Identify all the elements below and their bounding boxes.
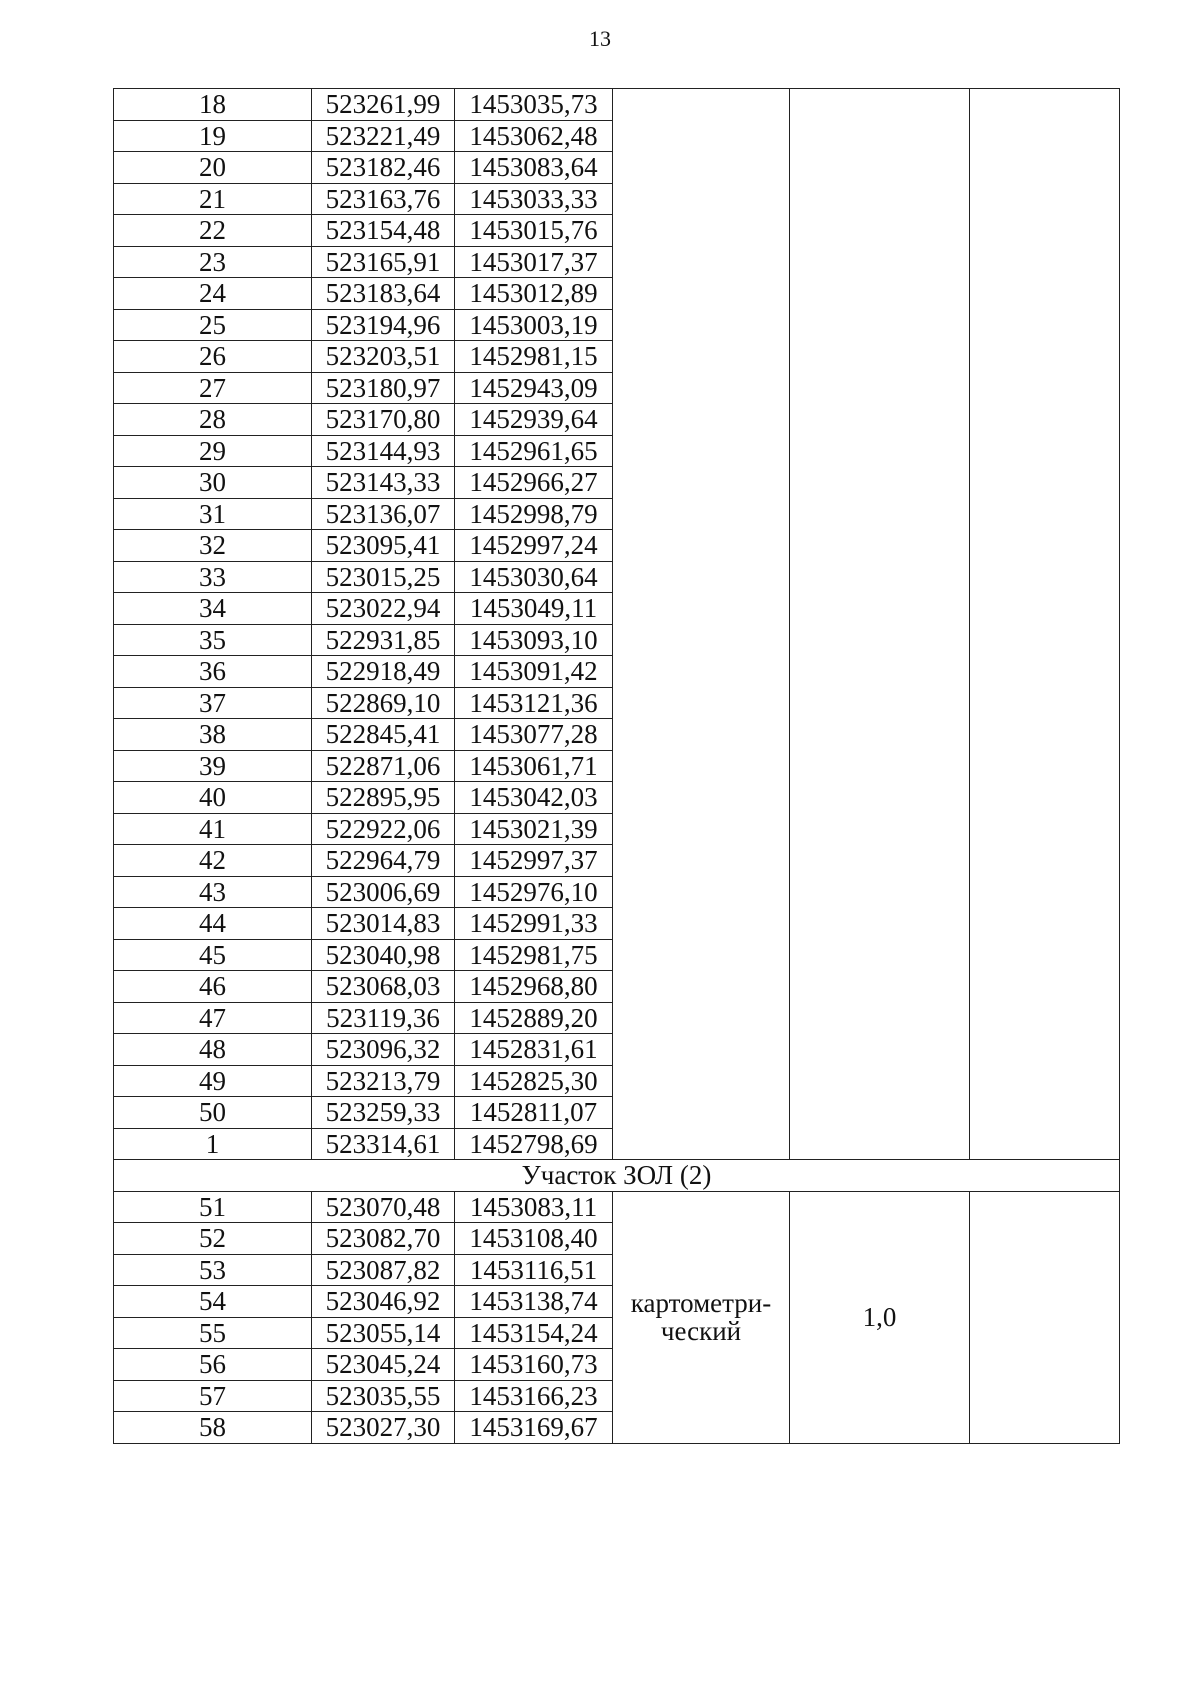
x-coordinate-cell: 522931,85 — [312, 624, 455, 656]
y-coordinate-cell: 1453042,03 — [455, 782, 613, 814]
point-number-cell: 48 — [114, 1034, 312, 1066]
point-number-cell: 51 — [114, 1191, 312, 1223]
x-coordinate-cell: 523006,69 — [312, 876, 455, 908]
y-coordinate-cell: 1453077,28 — [455, 719, 613, 751]
x-coordinate-cell: 523213,79 — [312, 1065, 455, 1097]
x-coordinate-cell: 523183,64 — [312, 278, 455, 310]
y-coordinate-cell: 1452998,79 — [455, 498, 613, 530]
method-cell — [613, 89, 790, 1160]
y-coordinate-cell: 1453003,19 — [455, 309, 613, 341]
point-number-cell: 54 — [114, 1286, 312, 1318]
coordinates-table-body — [114, 89, 1120, 1444]
point-number-cell: 28 — [114, 404, 312, 436]
point-number-cell: 29 — [114, 435, 312, 467]
y-coordinate-cell: 1453033,33 — [455, 183, 613, 215]
y-coordinate-cell: 1453061,71 — [455, 750, 613, 782]
point-number-cell: 43 — [114, 876, 312, 908]
accuracy-cell — [790, 89, 970, 1160]
y-coordinate-cell: 1453116,51 — [455, 1254, 613, 1286]
point-number-cell: 34 — [114, 593, 312, 625]
x-coordinate-cell: 523027,30 — [312, 1412, 455, 1444]
point-number-cell: 44 — [114, 908, 312, 940]
y-coordinate-cell: 1452798,69 — [455, 1128, 613, 1160]
y-coordinate-cell: 1453062,48 — [455, 120, 613, 152]
point-number-cell: 1 — [114, 1128, 312, 1160]
y-coordinate-cell: 1453160,73 — [455, 1349, 613, 1381]
x-coordinate-cell: 523055,14 — [312, 1317, 455, 1349]
x-coordinate-cell: 523259,33 — [312, 1097, 455, 1129]
point-number-cell: 46 — [114, 971, 312, 1003]
point-number-cell: 56 — [114, 1349, 312, 1381]
point-number-cell: 47 — [114, 1002, 312, 1034]
point-number-cell: 52 — [114, 1223, 312, 1255]
x-coordinate-cell: 523261,99 — [312, 89, 455, 121]
point-number-cell: 39 — [114, 750, 312, 782]
point-number-cell: 40 — [114, 782, 312, 814]
y-coordinate-cell: 1452997,37 — [455, 845, 613, 877]
y-coordinate-cell: 1453121,36 — [455, 687, 613, 719]
y-coordinate-cell: 1453166,23 — [455, 1380, 613, 1412]
y-coordinate-cell: 1453030,64 — [455, 561, 613, 593]
point-number-cell: 20 — [114, 152, 312, 184]
y-coordinate-cell: 1452966,27 — [455, 467, 613, 499]
note-cell — [970, 89, 1120, 1160]
point-number-cell: 58 — [114, 1412, 312, 1444]
x-coordinate-cell: 523070,48 — [312, 1191, 455, 1223]
y-coordinate-cell: 1452825,30 — [455, 1065, 613, 1097]
table-row — [114, 89, 1120, 121]
x-coordinate-cell: 523165,91 — [312, 246, 455, 278]
x-coordinate-cell: 522964,79 — [312, 845, 455, 877]
point-number-cell: 50 — [114, 1097, 312, 1129]
y-coordinate-cell: 1453049,11 — [455, 593, 613, 625]
x-coordinate-cell: 523014,83 — [312, 908, 455, 940]
x-coordinate-cell: 523143,33 — [312, 467, 455, 499]
x-coordinate-cell: 523170,80 — [312, 404, 455, 436]
point-number-cell: 45 — [114, 939, 312, 971]
x-coordinate-cell: 523015,25 — [312, 561, 455, 593]
point-number-cell: 30 — [114, 467, 312, 499]
y-coordinate-cell: 1452961,65 — [455, 435, 613, 467]
point-number-cell: 18 — [114, 89, 312, 121]
x-coordinate-cell: 523046,92 — [312, 1286, 455, 1318]
point-number-cell: 38 — [114, 719, 312, 751]
x-coordinate-cell: 523082,70 — [312, 1223, 455, 1255]
coordinates-table — [113, 88, 1120, 1444]
y-coordinate-cell: 1452997,24 — [455, 530, 613, 562]
y-coordinate-cell: 1453169,67 — [455, 1412, 613, 1444]
point-number-cell: 31 — [114, 498, 312, 530]
y-coordinate-cell: 1452811,07 — [455, 1097, 613, 1129]
section-row — [114, 1160, 1120, 1192]
point-number-cell: 27 — [114, 372, 312, 404]
point-number-cell: 37 — [114, 687, 312, 719]
x-coordinate-cell: 522845,41 — [312, 719, 455, 751]
point-number-cell: 26 — [114, 341, 312, 373]
note-cell — [970, 1191, 1120, 1443]
y-coordinate-cell: 1452991,33 — [455, 908, 613, 940]
point-number-cell: 24 — [114, 278, 312, 310]
x-coordinate-cell: 523221,49 — [312, 120, 455, 152]
x-coordinate-cell: 523182,46 — [312, 152, 455, 184]
point-number-cell: 19 — [114, 120, 312, 152]
y-coordinate-cell: 1452831,61 — [455, 1034, 613, 1066]
x-coordinate-cell: 522869,10 — [312, 687, 455, 719]
x-coordinate-cell: 523144,93 — [312, 435, 455, 467]
x-coordinate-cell: 523180,97 — [312, 372, 455, 404]
y-coordinate-cell: 1453108,40 — [455, 1223, 613, 1255]
point-number-cell: 25 — [114, 309, 312, 341]
y-coordinate-cell: 1453035,73 — [455, 89, 613, 121]
x-coordinate-cell: 523194,96 — [312, 309, 455, 341]
y-coordinate-cell: 1452981,75 — [455, 939, 613, 971]
y-coordinate-cell: 1453083,64 — [455, 152, 613, 184]
x-coordinate-cell: 523087,82 — [312, 1254, 455, 1286]
y-coordinate-cell: 1452968,80 — [455, 971, 613, 1003]
point-number-cell: 42 — [114, 845, 312, 877]
y-coordinate-cell: 1453091,42 — [455, 656, 613, 688]
x-coordinate-cell: 523136,07 — [312, 498, 455, 530]
point-number-cell: 23 — [114, 246, 312, 278]
point-number-cell: 33 — [114, 561, 312, 593]
page-number: 13 — [589, 26, 611, 51]
y-coordinate-cell: 1453015,76 — [455, 215, 613, 247]
point-number-cell: 55 — [114, 1317, 312, 1349]
x-coordinate-cell: 523068,03 — [312, 971, 455, 1003]
point-number-cell: 41 — [114, 813, 312, 845]
y-coordinate-cell: 1453154,24 — [455, 1317, 613, 1349]
x-coordinate-cell: 523163,76 — [312, 183, 455, 215]
x-coordinate-cell: 522871,06 — [312, 750, 455, 782]
method-cell: картометри- ческий — [613, 1191, 790, 1443]
x-coordinate-cell: 523154,48 — [312, 215, 455, 247]
point-number-cell: 21 — [114, 183, 312, 215]
x-coordinate-cell: 523022,94 — [312, 593, 455, 625]
x-coordinate-cell: 523314,61 — [312, 1128, 455, 1160]
x-coordinate-cell: 523096,32 — [312, 1034, 455, 1066]
point-number-cell: 57 — [114, 1380, 312, 1412]
x-coordinate-cell: 522895,95 — [312, 782, 455, 814]
y-coordinate-cell: 1452943,09 — [455, 372, 613, 404]
y-coordinate-cell: 1452981,15 — [455, 341, 613, 373]
x-coordinate-cell: 522918,49 — [312, 656, 455, 688]
y-coordinate-cell: 1453093,10 — [455, 624, 613, 656]
x-coordinate-cell: 523035,55 — [312, 1380, 455, 1412]
x-coordinate-cell: 523119,36 — [312, 1002, 455, 1034]
accuracy-cell: 1,0 — [790, 1191, 970, 1443]
x-coordinate-cell: 523045,24 — [312, 1349, 455, 1381]
point-number-cell: 22 — [114, 215, 312, 247]
table-row — [114, 1191, 1120, 1223]
x-coordinate-cell: 522922,06 — [312, 813, 455, 845]
point-number-cell: 36 — [114, 656, 312, 688]
y-coordinate-cell: 1452939,64 — [455, 404, 613, 436]
point-number-cell: 35 — [114, 624, 312, 656]
section-title: Участок ЗОЛ (2) — [114, 1160, 1120, 1192]
y-coordinate-cell: 1453012,89 — [455, 278, 613, 310]
y-coordinate-cell: 1453021,39 — [455, 813, 613, 845]
y-coordinate-cell: 1453138,74 — [455, 1286, 613, 1318]
y-coordinate-cell: 1453017,37 — [455, 246, 613, 278]
y-coordinate-cell: 1452976,10 — [455, 876, 613, 908]
x-coordinate-cell: 523040,98 — [312, 939, 455, 971]
y-coordinate-cell: 1453083,11 — [455, 1191, 613, 1223]
y-coordinate-cell: 1452889,20 — [455, 1002, 613, 1034]
x-coordinate-cell: 523095,41 — [312, 530, 455, 562]
point-number-cell: 53 — [114, 1254, 312, 1286]
point-number-cell: 32 — [114, 530, 312, 562]
x-coordinate-cell: 523203,51 — [312, 341, 455, 373]
point-number-cell: 49 — [114, 1065, 312, 1097]
